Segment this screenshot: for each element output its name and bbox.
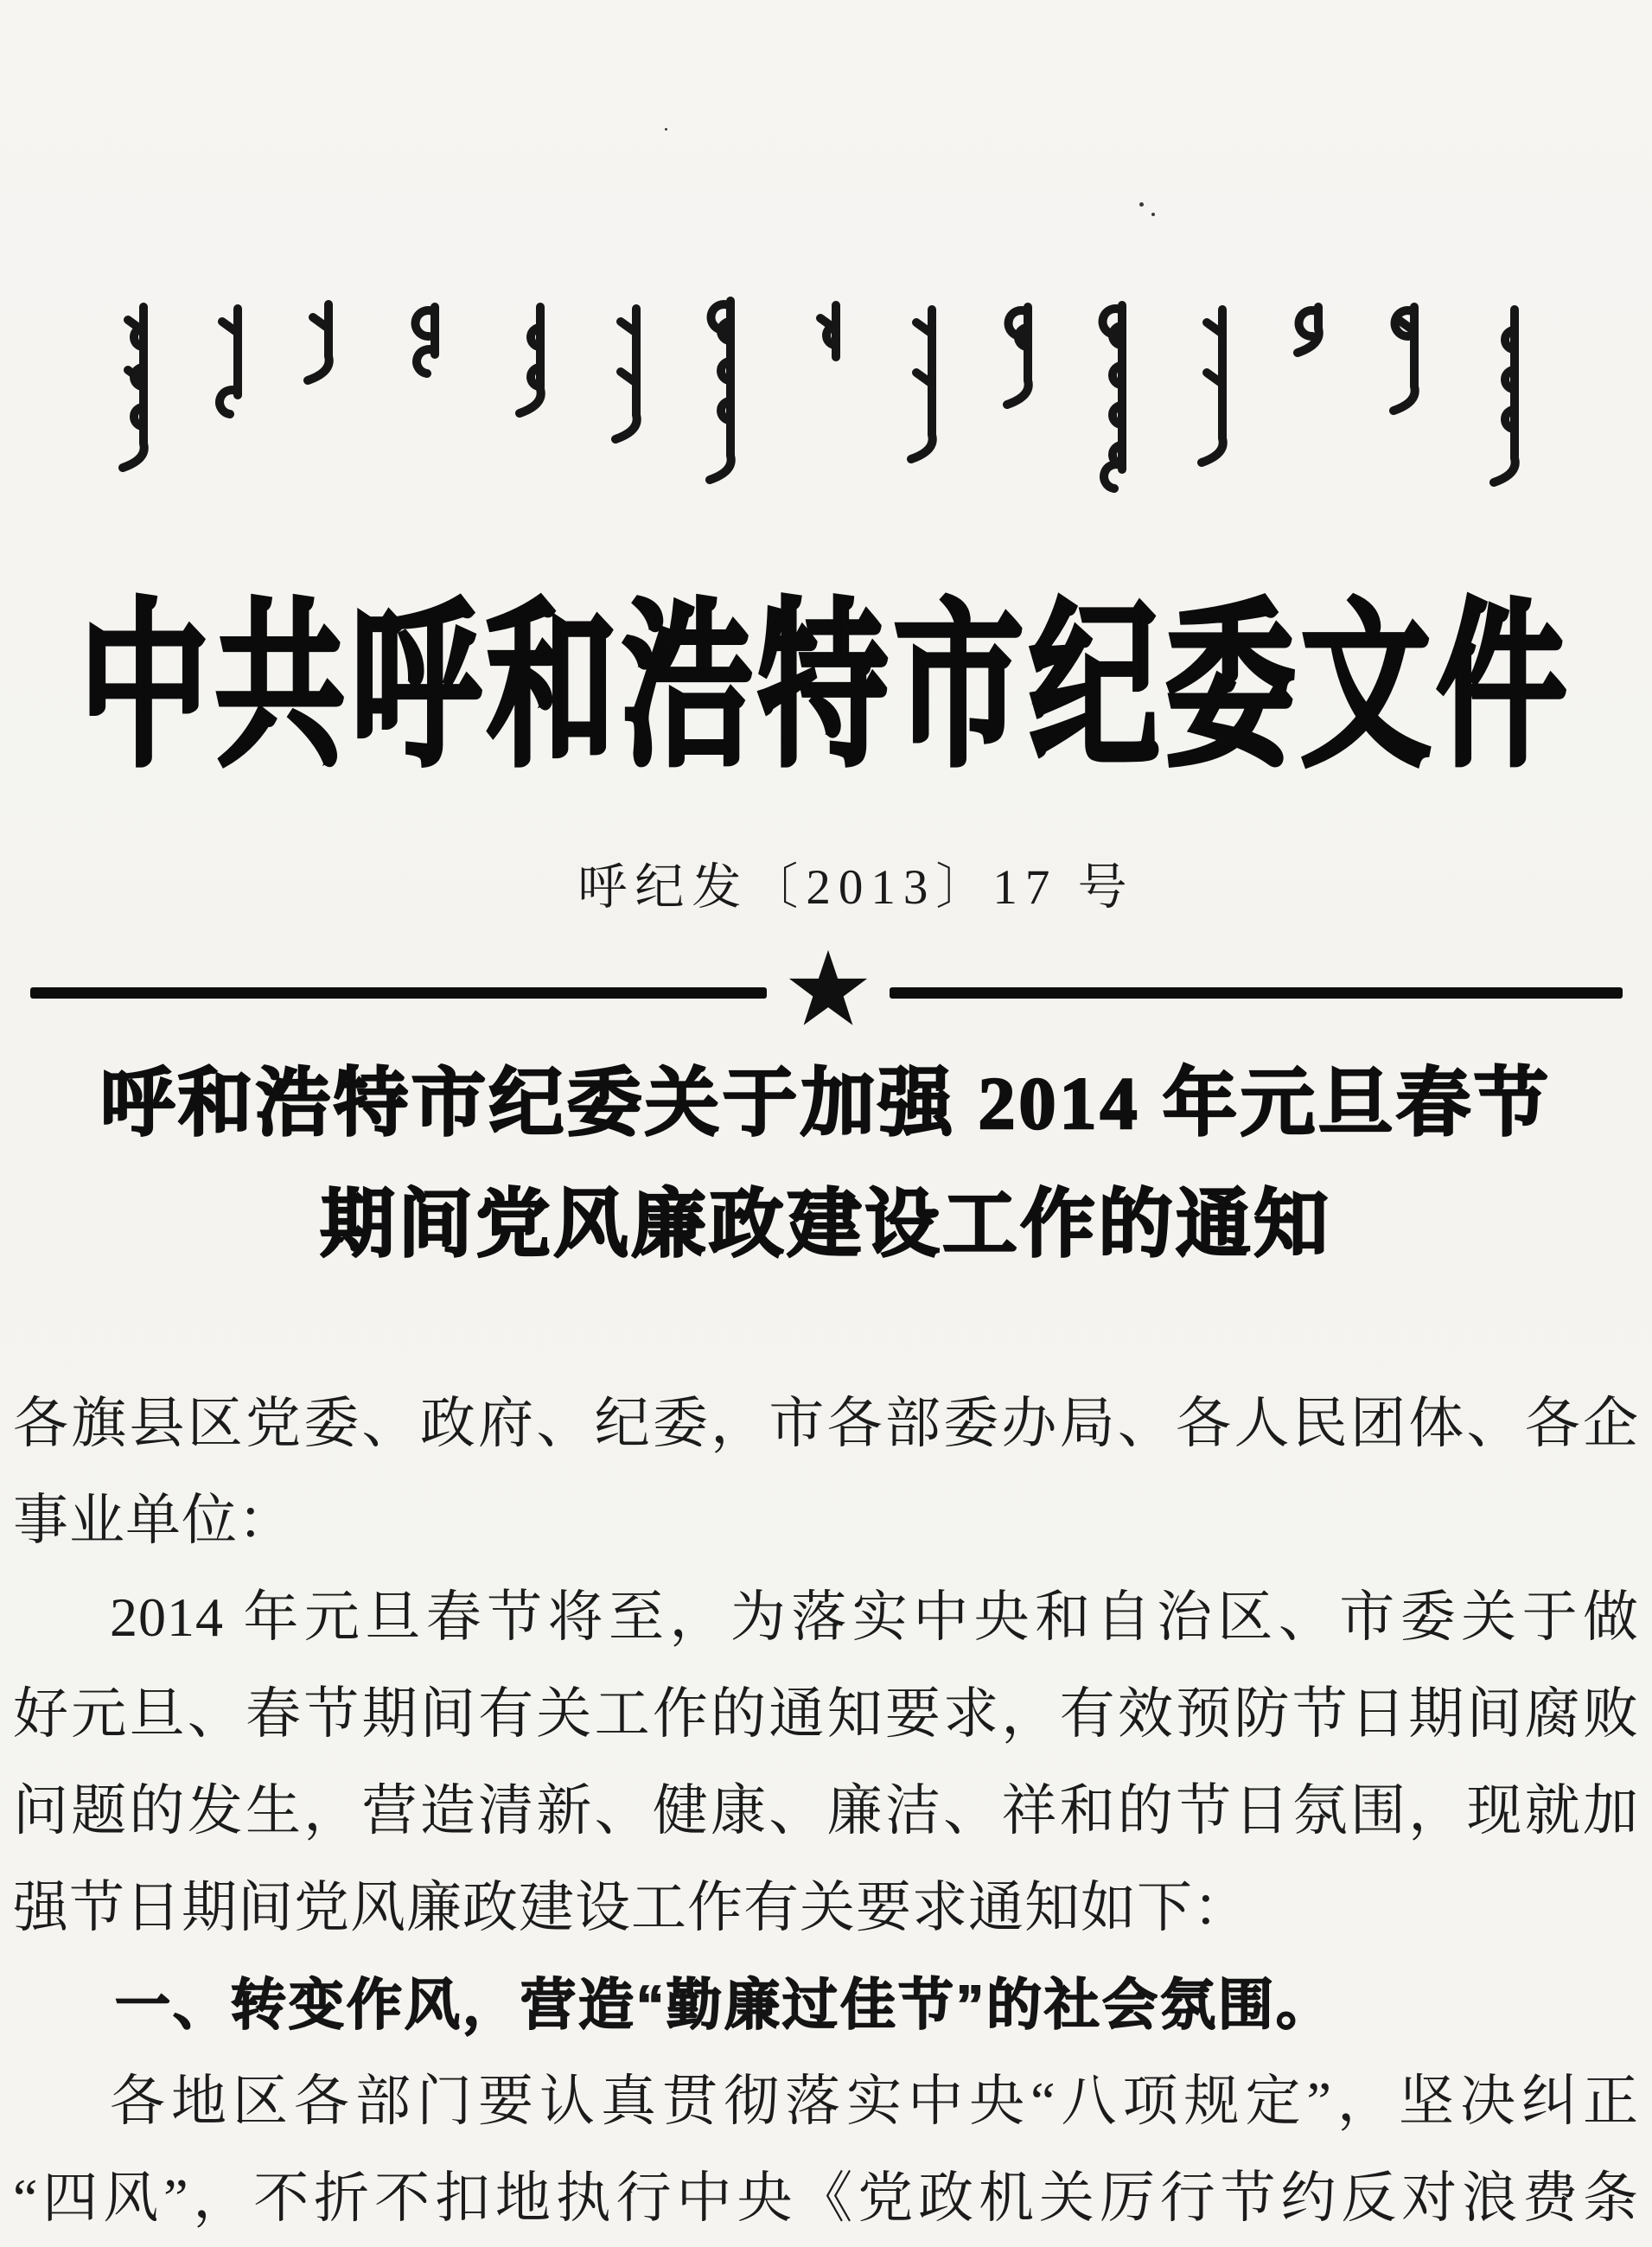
document-title-line2: 期间党风廉政建设工作的通知: [320, 1183, 1332, 1266]
body-line: 事业单位：: [13, 1490, 294, 1551]
mongolian-word-column: [1007, 307, 1029, 405]
mongolian-word-column: [308, 304, 329, 380]
mongolian-word-column: [616, 309, 637, 439]
mongolian-word-column: [220, 309, 238, 414]
doc-number: 呼纪发〔2013〕17 号: [577, 860, 1135, 915]
document-title: [0, 1043, 1652, 1285]
mongolian-word-column: [1494, 310, 1515, 482]
scan-speck: [665, 128, 667, 131]
document-body: [13, 1376, 1639, 2247]
body-line: 问题的发生，营造清新、健康、廉洁、祥和的节日氛围，现就加: [13, 1780, 1639, 1842]
body-line: 各地区各部门要认真贯彻落实中央“八项规定”，坚决纠正: [110, 2071, 1639, 2132]
body-line: 各旗县区党委、政府、纪委，市各部委办局、各人民团体、各企: [13, 1393, 1639, 1454]
scan-speck: [1151, 213, 1155, 216]
mongolian-word-column: [911, 310, 933, 459]
mongolian-word-column: [1202, 310, 1223, 463]
mongolian-word-column: [1103, 305, 1122, 488]
mongolian-word-column: [416, 307, 435, 373]
document-title-line1: 呼和浩特市纪委关于加强 2014 年元旦春节: [100, 1062, 1552, 1145]
mongolian-word-column: [520, 307, 541, 413]
mongolian-word-column: [1298, 307, 1319, 353]
mongolian-word-column: [820, 305, 836, 357]
mongolian-word-column: [710, 301, 731, 480]
body-line: 2014 年元旦春节将至，为落实中央和自治区、市委关于做: [110, 1586, 1639, 1648]
body-line: 强节日期间党风廉政建设工作有关要求通知如下：: [13, 1877, 1249, 1938]
divider-rule-right: [890, 987, 1623, 999]
body-line: “四风”，不折不扣地执行中央《党政机关厉行节约反对浪费条: [13, 2167, 1639, 2229]
scan-speck: [1139, 202, 1144, 207]
masthead-title: 中共呼和浩特市纪委文件: [79, 589, 1572, 788]
mongolian-script-banner: [0, 0, 1652, 553]
mongolian-word-column: [123, 307, 144, 468]
star-icon: [787, 948, 870, 1031]
body-section-heading: 一、转变作风，营造“勤廉过佳节”的社会氛围。: [115, 1974, 1334, 2036]
divider-rule-left: [30, 987, 767, 999]
body-line: 好元旦、春节期间有关工作的通知要求，有效预防节日期间腐败: [13, 1683, 1639, 1745]
mongolian-word-column: [1394, 307, 1415, 411]
